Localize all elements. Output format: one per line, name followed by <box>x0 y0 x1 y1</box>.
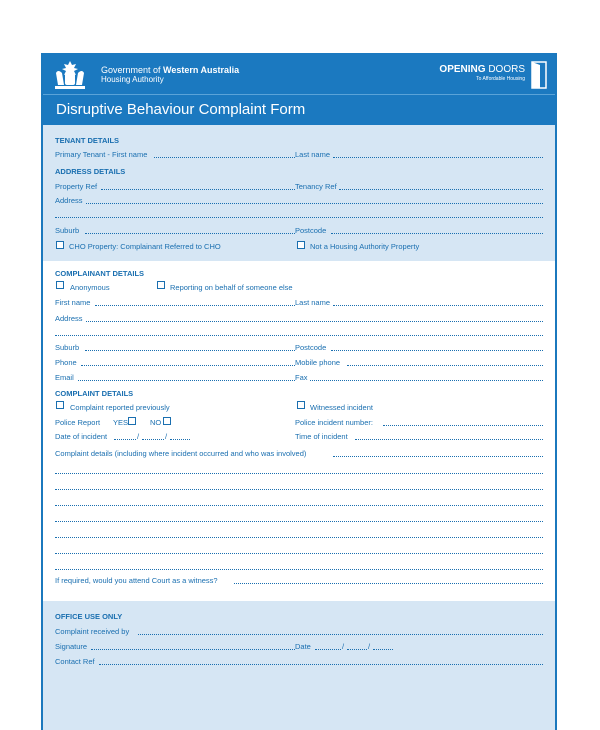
email-field[interactable] <box>78 380 295 381</box>
primary-tenant-field[interactable] <box>154 157 295 158</box>
time-incident-field[interactable] <box>355 439 543 440</box>
gov-agency: Housing Authority <box>101 75 164 84</box>
phone-field[interactable] <box>81 365 295 366</box>
mobile-label: Mobile phone <box>295 358 341 367</box>
details-line-5[interactable] <box>55 537 543 538</box>
opening-doors-tagline: To Affordable Housing <box>476 76 525 82</box>
time-incident-label: Time of incident <box>295 432 348 441</box>
details-line-7[interactable] <box>55 569 543 570</box>
tenant-address-section <box>43 125 555 261</box>
signature-label: Signature <box>55 642 88 651</box>
coat-of-arms-icon <box>52 59 88 91</box>
behalf-checkbox[interactable] <box>157 281 165 289</box>
details-line-4[interactable] <box>55 521 543 522</box>
police-number-field[interactable] <box>383 425 543 426</box>
prev-label: Complaint reported previously <box>70 403 170 412</box>
phone-label: Phone <box>55 358 77 367</box>
address-label: Address <box>55 196 83 205</box>
c-postcode-label: Postcode <box>295 343 327 352</box>
details-line-3[interactable] <box>55 505 543 506</box>
form-header <box>43 53 555 125</box>
address-field[interactable] <box>86 203 543 204</box>
door-icon <box>531 61 547 89</box>
office-date-sep-1: / <box>342 642 345 651</box>
police-no-label: NO <box>150 418 162 427</box>
tenancy-ref-label: Tenancy Ref <box>295 182 337 191</box>
police-yes-label: YES <box>113 418 129 427</box>
cho-checkbox[interactable] <box>56 241 64 249</box>
contact-ref-field[interactable] <box>99 664 543 665</box>
not-ha-label: Not a Housing Authority Property <box>310 242 420 251</box>
postcode-field[interactable] <box>331 233 543 234</box>
police-no-checkbox[interactable] <box>163 417 171 425</box>
complainant-heading: COMPLAINANT DETAILS <box>55 269 145 278</box>
police-yes-checkbox[interactable] <box>128 417 136 425</box>
not-ha-checkbox[interactable] <box>297 241 305 249</box>
c-suburb-field[interactable] <box>85 350 295 351</box>
first-name-label: First name <box>55 298 91 307</box>
tenant-heading: TENANT DETAILS <box>55 136 120 145</box>
office-date-day[interactable] <box>315 649 341 650</box>
date-sep-1: / <box>137 432 140 441</box>
contact-ref-label: Contact Ref <box>55 657 95 666</box>
fax-label: Fax <box>295 373 308 382</box>
anonymous-label: Anonymous <box>70 283 110 292</box>
office-date-month[interactable] <box>347 649 367 650</box>
complaint-heading: COMPLAINT DETAILS <box>55 389 134 398</box>
prev-checkbox[interactable] <box>56 401 64 409</box>
c-address-field-2[interactable] <box>55 335 543 336</box>
form-sheet <box>41 53 557 730</box>
fax-field[interactable] <box>310 380 543 381</box>
opening-doors-logo: OPENING DOORS <box>439 64 525 75</box>
mobile-field[interactable] <box>347 365 543 366</box>
c-address-field[interactable] <box>86 321 543 322</box>
email-label: Email <box>55 373 74 382</box>
address-field-2[interactable] <box>55 217 543 218</box>
header-divider <box>43 94 555 95</box>
date-month-field[interactable] <box>142 439 164 440</box>
primary-tenant-label: Primary Tenant - First name <box>55 150 148 159</box>
date-sep-2: / <box>165 432 168 441</box>
witnessed-label: Witnessed incident <box>310 403 373 412</box>
signature-field[interactable] <box>91 649 295 650</box>
tenancy-ref-field[interactable] <box>339 189 543 190</box>
suburb-field[interactable] <box>85 233 295 234</box>
details-line-6[interactable] <box>55 553 543 554</box>
received-label: Complaint received by <box>55 627 130 636</box>
cho-label: CHO Property: Complainant Referred to CHO <box>69 242 221 251</box>
address-heading: ADDRESS DETAILS <box>55 167 126 176</box>
office-date-label: Date <box>295 642 311 651</box>
police-report-label: Police Report <box>55 418 101 427</box>
property-ref-field[interactable] <box>101 189 295 190</box>
anonymous-checkbox[interactable] <box>56 281 64 289</box>
complainant-section <box>43 261 555 601</box>
c-address-label: Address <box>55 314 83 323</box>
details-line-1[interactable] <box>55 473 543 474</box>
form-title: Disruptive Behaviour Complaint Form <box>56 101 306 118</box>
office-section <box>43 601 555 730</box>
witnessed-checkbox[interactable] <box>297 401 305 409</box>
property-ref-label: Property Ref <box>55 182 98 191</box>
postcode-label: Postcode <box>295 226 327 235</box>
office-date-sep-2: / <box>368 642 371 651</box>
details-line-0[interactable] <box>333 456 543 457</box>
suburb-label: Suburb <box>55 226 80 235</box>
c-postcode-field[interactable] <box>331 350 543 351</box>
complaint-details-label: Complaint details (including where incident occurred and who was involved) <box>55 449 307 458</box>
behalf-label: Reporting on behalf of someone else <box>170 283 293 292</box>
date-incident-label: Date of incident <box>55 432 108 441</box>
office-date-year[interactable] <box>373 649 393 650</box>
gov-line: Government of Western Australia <box>101 65 240 75</box>
last-name-field[interactable] <box>333 305 543 306</box>
date-day-field[interactable] <box>114 439 136 440</box>
office-heading: OFFICE USE ONLY <box>55 612 123 621</box>
tenant-last-field[interactable] <box>333 157 543 158</box>
date-year-field[interactable] <box>170 439 190 440</box>
court-label: If required, would you attend Court as a witness? <box>55 576 218 585</box>
court-field[interactable] <box>234 583 543 584</box>
first-name-field[interactable] <box>95 305 295 306</box>
details-line-2[interactable] <box>55 489 543 490</box>
police-number-label: Police incident number: <box>295 418 373 427</box>
received-field[interactable] <box>138 634 543 635</box>
last-name-label: Last name <box>295 298 331 307</box>
tenant-last-label: Last name <box>295 150 331 159</box>
c-suburb-label: Suburb <box>55 343 80 352</box>
